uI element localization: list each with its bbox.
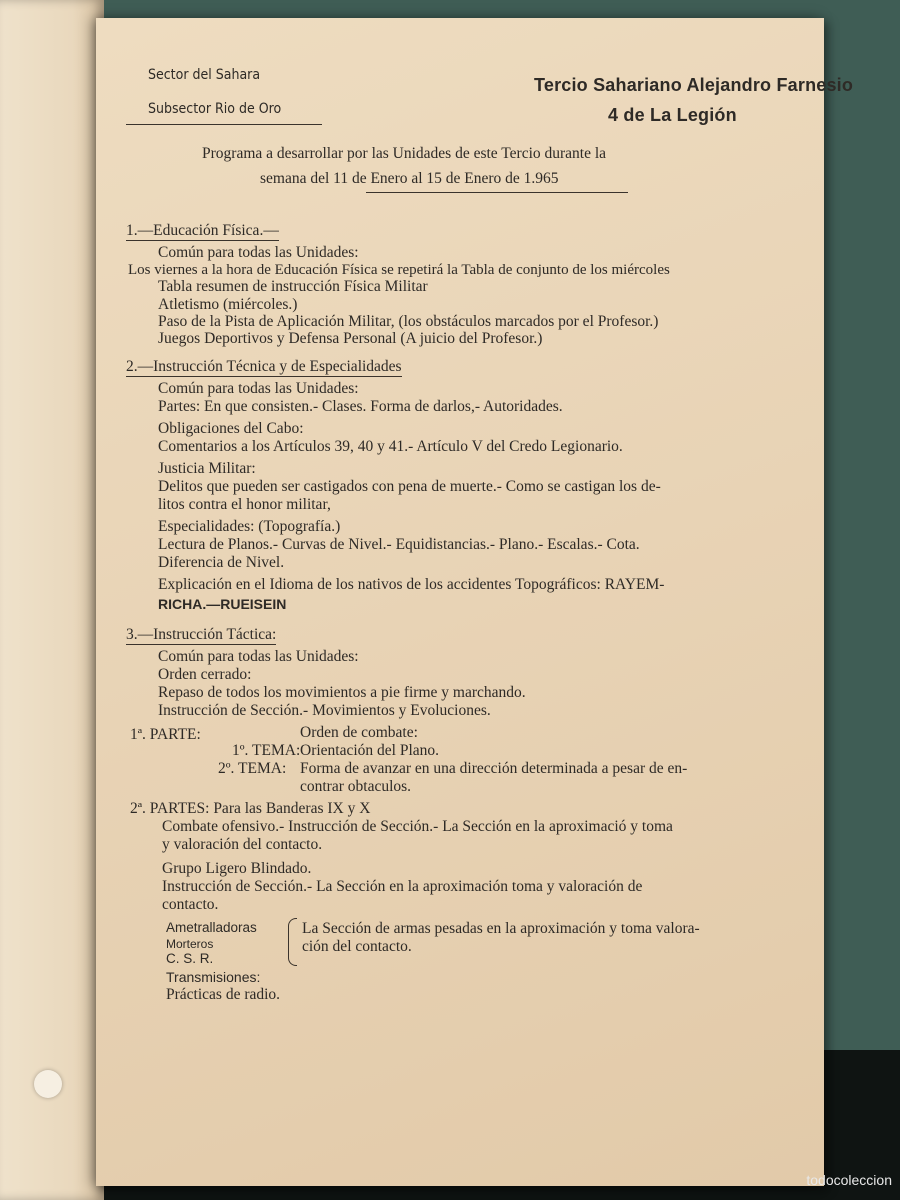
parte-2-line: Combate ofensivo.- Instrucción de Sección.- La Sección en la aproximació y toma xyxy=(162,818,673,835)
tema-1-label: 1º. TEMA: xyxy=(232,742,301,759)
brace-item: C. S. R. xyxy=(166,951,214,966)
tema-2-text-cont: contrar obtaculos. xyxy=(300,778,412,795)
section-1-title: 1.—Educación Física.— xyxy=(126,222,279,239)
intro-line-2: semana del 11 de Enero al 15 de Enero de 1.965 xyxy=(260,170,559,187)
brace-text: La Sección de armas pesadas en la aproximación y toma valora- xyxy=(302,920,700,937)
section-3-line: Instrucción de Sección.- Movimientos y Evoluciones. xyxy=(158,702,491,719)
section-3-line: Repaso de todos los movimientos a pie firme y marchando. xyxy=(158,684,526,701)
section-2-line: Delitos que pueden ser castigados con pena de muerte.- Como se castigan los de- xyxy=(158,478,661,495)
parte-2-line: Instrucción de Sección.- La Sección en la aproximación toma y valoración de xyxy=(162,878,643,895)
parte-1-heading: Orden de combate: xyxy=(300,724,418,741)
grouping-brace xyxy=(288,918,297,966)
section-2-line: RICHA.—RUEISEIN xyxy=(158,596,287,612)
unit-title: Tercio Sahariano Alejandro Farnesio xyxy=(534,75,854,95)
section-2-line: Justicia Militar: xyxy=(158,460,256,477)
intro-line-1: Programa a desarrollar por las Unidades de este Tercio durante la xyxy=(202,145,607,162)
section-2-line: Comentarios a los Artículos 39, 40 y 41.- Artículo V del Credo Legionario. xyxy=(158,438,623,455)
intro-rule xyxy=(366,192,628,193)
section-3-line: Orden cerrado: xyxy=(158,666,252,683)
transmisiones-label: Transmisiones: xyxy=(166,969,261,985)
section-2-line: litos contra el honor militar, xyxy=(158,496,331,513)
section-1-line: Atletismo (miércoles.) xyxy=(158,296,298,313)
tema-2-label: 2º. TEMA: xyxy=(218,760,287,777)
section-3-title: 3.—Instrucción Táctica: xyxy=(126,626,277,643)
sector-label: Sector del Sahara xyxy=(148,67,261,83)
left-facing-page xyxy=(0,0,104,1200)
tema-1-text: Orientación del Plano. xyxy=(300,742,440,759)
punch-hole xyxy=(34,1070,62,1098)
section-1-line: Paso de la Pista de Aplicación Militar, (los obstáculos marcados por el Profesor.) xyxy=(158,313,659,330)
section-2-line: Lectura de Planos.- Curvas de Nivel.- Equidistancias.- Plano.- Escalas.- Cota. xyxy=(158,536,640,553)
section-2-line: Común para todas las Unidades: xyxy=(158,380,359,397)
watermark: todocoleccion xyxy=(806,1172,892,1188)
section-2-line: Explicación en el Idioma de los nativos de los accidentes Topográficos: RAYEM- xyxy=(158,576,665,593)
section-2-line: Obligaciones del Cabo: xyxy=(158,420,304,437)
section-1-line: Tabla resumen de instrucción Física Militar xyxy=(158,278,428,295)
parte-2-label: 2ª. PARTES: Para las Banderas IX y X xyxy=(130,800,371,817)
section-1-line: Común para todas las Unidades: xyxy=(158,244,359,261)
section-2-line: Diferencia de Nivel. xyxy=(158,554,285,571)
unit-subtitle: 4 de La Legión xyxy=(608,105,737,125)
parte-1-label: 1ª. PARTE: xyxy=(130,726,201,743)
header-rule xyxy=(126,124,322,125)
section-3-line: Común para todas las Unidades: xyxy=(158,648,359,665)
section-2-line: Especialidades: (Topografía.) xyxy=(158,518,341,535)
tema-2-text: Forma de avanzar en una dirección determinada a pesar de en- xyxy=(300,760,688,777)
parte-2-line: y valoración del contacto. xyxy=(162,836,323,853)
section-1-line: Los viernes a la hora de Educación Física se repetirá la Tabla de conjunto de los miércoles xyxy=(128,262,670,278)
brace-item: Ametralladoras xyxy=(166,920,257,935)
parte-2-line: Grupo Ligero Blindado. xyxy=(162,860,312,877)
practicas-line: Prácticas de radio. xyxy=(166,986,281,1003)
subsector-label: Subsector Rio de Oro xyxy=(148,101,282,117)
brace-text-cont: ción del contacto. xyxy=(302,938,412,955)
document-page xyxy=(96,18,854,1186)
section-1-line: Juegos Deportivos y Defensa Personal (A juicio del Profesor.) xyxy=(158,330,543,347)
section-2-title: 2.—Instrucción Técnica y de Especialidades xyxy=(126,358,402,375)
parte-2-line: contacto. xyxy=(162,896,219,913)
section-2-line: Partes: En que consisten.- Clases. Forma de darlos,- Autoridades. xyxy=(158,398,563,415)
brace-item: Morteros xyxy=(166,937,214,951)
